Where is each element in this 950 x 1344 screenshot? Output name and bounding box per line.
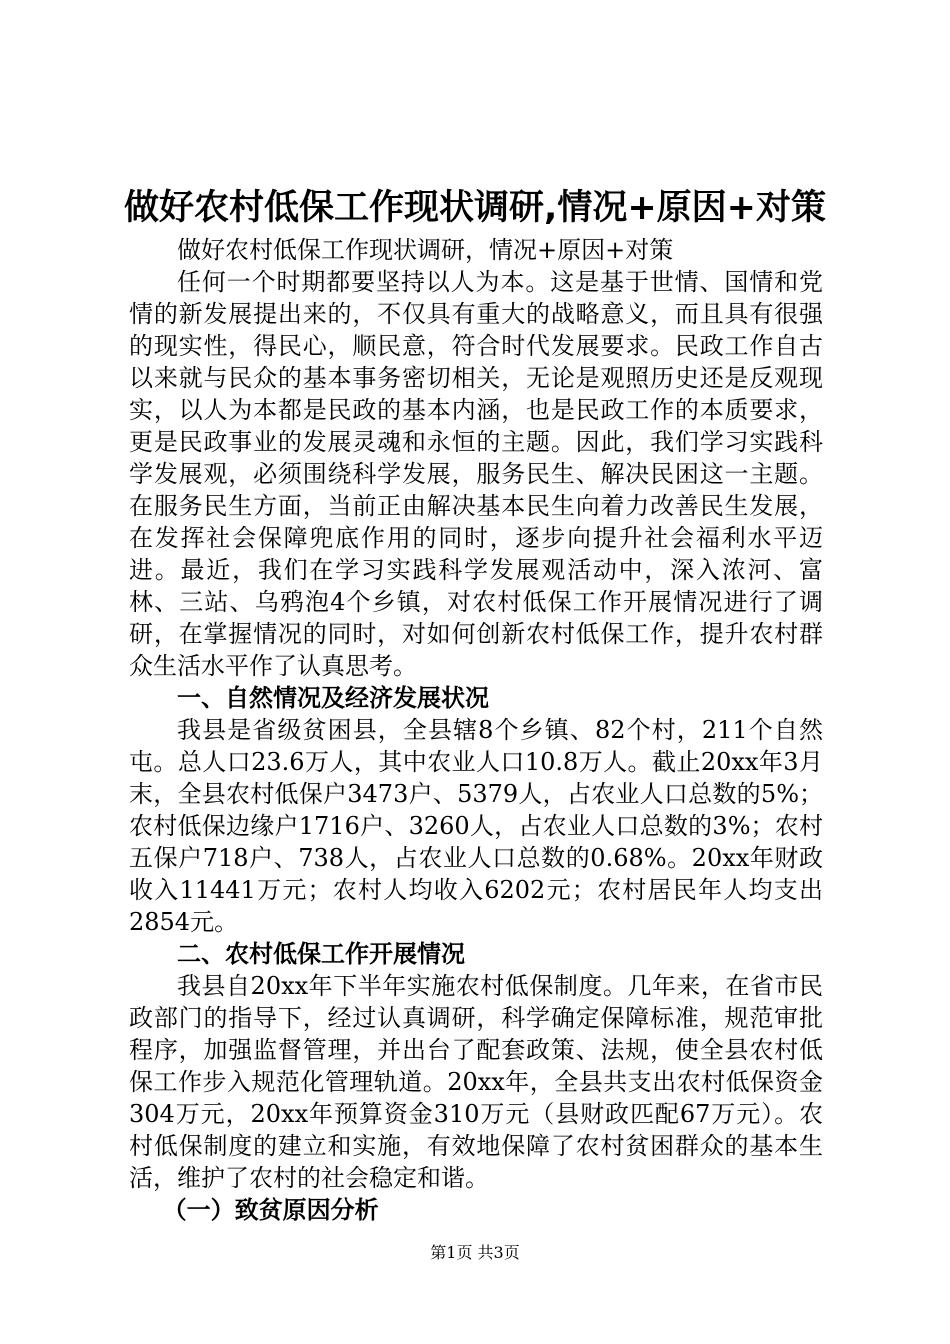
page-number-footer: 第1页 共3页 — [430, 1243, 520, 1262]
section-1-paragraph: 我县是省级贫困县，全县辖8个乡镇、82个村，211个自然屯。总人口23.6万人，其中农业人口10.8万人。截止20xx年3月末，全县农村低保户3473户、5379人，占农业人口总数的5%；农村低保边缘户1716户、3260人，占农业人口总数的3%；农村五保户718户、738人，占农业人口总数的0.68%。20xx年财政收入11441万元；农村人均收入6202元；农村居民年人均支出2854元。 — [129, 716, 823, 936]
intro-paragraph: 任何一个时期都要坚持以人为本。这是基于世情、国情和党情的新发展提出来的，不仅具有重大的战略意义，而且具有很强的现实性，得民心，顺民意，符合时代发展要求。民政工作自古以来就与民众的基本事务密切相关，无论是观照历史还是反观现实，以人为本都是民政的基本内涵，也是民政工作的本质要求，更是民政事业的发展灵魂和永恒的主题。因此，我们学习实践科学发展观，必须围绕科学发展，服务民生、解决民困这一主题。在服务民生方面，当前正由解决基本民生向着力改善民生发展，在发挥社会保障兜底作用的同时，逐步向提升社会福利水平迈进。最近，我们在学习实践科学发展观活动中，深入浓河、富林、三站、乌鸦泡4个乡镇，对农村低保工作开展情况进行了调研，在掌握情况的同时，对如何创新农村低保工作，提升农村群众生活水平作了认真思考。 — [129, 268, 823, 680]
document-body — [129, 234, 823, 1226]
section-2-paragraph: 我县自20xx年下半年实施农村低保制度。几年来，在省市民政部门的指导下，经过认真调研，科学确定保障标准，规范审批程序，加强监督管理，并出台了配套政策、法规，使全县农村低保工作步入规范化管理轨道。20xx年，全县共支出农村低保资金304万元，20xx年预算资金310万元（县财政匹配67万元）。农村低保制度的建立和实施，有效地保障了农村贫困群众的基本生活，维护了农村的社会稳定和谐。 — [129, 972, 823, 1192]
document-title: 做好农村低保工作现状调研,情况+原因+对策 — [124, 188, 826, 228]
section-heading-1: 一、自然情况及经济发展状况 — [177, 684, 489, 712]
subsection-heading-1: （一）致贫原因分析 — [162, 1196, 379, 1224]
section-heading-2: 二、农村低保工作开展情况 — [177, 940, 465, 968]
subtitle-paragraph: 做好农村低保工作现状调研，情况+原因+对策 — [177, 236, 674, 264]
